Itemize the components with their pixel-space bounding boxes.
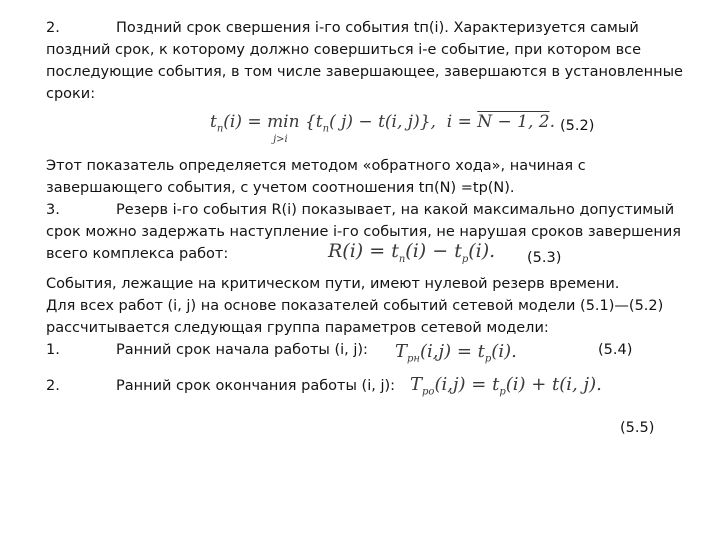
equation-number: (5.3) (527, 250, 562, 266)
item-text: Ранний срок начала работы (i, j): (116, 342, 368, 358)
paragraph-line: Этот показатель определяется методом «обратного хода», начиная с (46, 158, 586, 174)
equation-number: (5.4) (598, 342, 633, 358)
paragraph-line: срок можно задержать наступление i-го события, не нарушая сроков завершения (46, 224, 681, 240)
paragraph-line: последующие события, в том числе завершающее, завершаются в установленные (46, 64, 683, 80)
formula-5-4: $T_{рн}(i,j) = t_р(i)$. (395, 341, 517, 365)
paragraph-line: События, лежащие на критическом пути, имеют нулевой резерв времени. (46, 276, 620, 292)
paragraph-line: Резерв i-го события R(i) показывает, на какой максимально допустимый (116, 202, 675, 218)
paragraph-line: всего комплекса работ: (46, 246, 229, 262)
equation-number: (5.2) (560, 118, 595, 134)
formula-5-3: $R(i) = t_п(i) - t_р(i)$. (328, 240, 496, 265)
item-number: 1. (46, 342, 60, 358)
item-number: 2. (46, 20, 60, 36)
item-text: Ранний срок окончания работы (i, j): (116, 378, 396, 394)
paragraph-line: завершающего события, с учетом соотношения tп(N) =tp(N). (46, 180, 515, 196)
equation-number: (5.5) (620, 420, 655, 436)
paragraph-line: Для всех работ (i, j) на основе показателей событий сетевой модели (5.1)—(5.2) (46, 298, 664, 314)
paragraph-line: рассчитывается следующая группа параметров сетевой модели: (46, 320, 549, 336)
paragraph-line: поздний срок, к которому должно совершиться i-е событие, при котором все (46, 42, 642, 58)
formula-5-5: $T_{ро}(i,j) = t_р(i) + t(i$, j). (410, 374, 602, 398)
item-number: 3. (46, 202, 60, 218)
paragraph-line: сроки: (46, 86, 96, 102)
item-number: 2. (46, 378, 60, 394)
formula-5-2: $t_п(i) = \min$ j>i {$t_п$( j) − t(i, j)}, i = N − 1, 2. (210, 112, 555, 145)
paragraph-line: Поздний срок свершения i-го события tп(i). Характеризуется самый (116, 20, 639, 36)
